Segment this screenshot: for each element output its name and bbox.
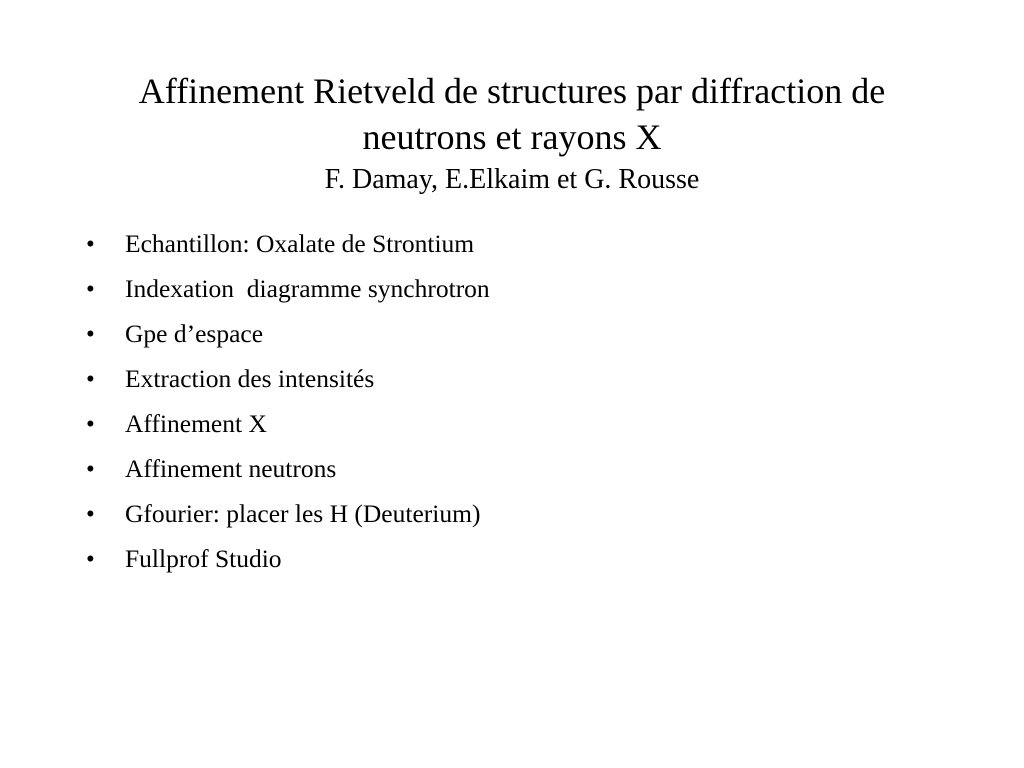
bullet-text: Extraction des intensités: [125, 364, 375, 393]
slide-authors: F. Damay, E.Elkaim et G. Rousse: [324, 164, 700, 195]
bullet-icon: •: [86, 546, 95, 573]
bullet-text: Gfourier: placer les H (Deuterium): [125, 499, 481, 528]
bullet-icon: •: [86, 501, 95, 528]
bullet-icon: •: [86, 456, 95, 483]
bullet-text: Gpe d’espace: [125, 319, 264, 348]
bullet-text: Affinement X: [125, 409, 267, 438]
bullet-icon: •: [86, 321, 95, 348]
bullet-icon: •: [86, 231, 95, 258]
list-item: [86, 274, 490, 319]
list-item: [86, 409, 490, 454]
list-item: [86, 499, 490, 544]
list-item: [86, 364, 490, 409]
list-item: [86, 544, 490, 589]
bullet-icon: •: [86, 276, 95, 303]
title-block: [60, 68, 964, 198]
bullet-icon: •: [86, 366, 95, 393]
list-item: [86, 454, 490, 499]
bullet-icon: •: [86, 411, 95, 438]
bullet-text: Fullprof Studio: [125, 544, 282, 573]
slide-title-line-2: neutrons et rayons X: [362, 117, 662, 157]
list-item: [86, 319, 490, 364]
bullet-text: Indexation diagramme synchrotron: [125, 274, 490, 303]
bullet-text: Affinement neutrons: [125, 454, 337, 483]
slide-title-line-1: Affinement Rietveld de structures par diffraction de: [138, 71, 886, 111]
list-item: [86, 229, 490, 274]
bullet-text: Echantillon: Oxalate de Strontium: [125, 229, 475, 258]
bullet-list: [86, 229, 490, 589]
